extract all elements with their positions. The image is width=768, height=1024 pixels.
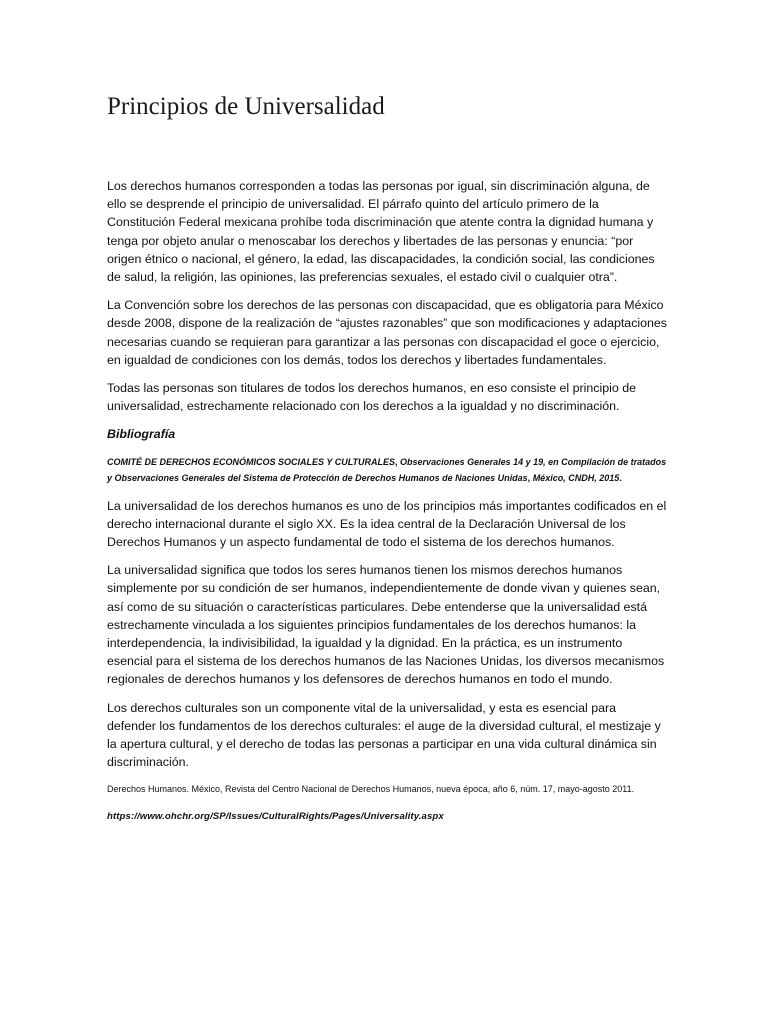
bibliography-entry	[107, 454, 667, 487]
paragraph-1: Los derechos humanos corresponden a todas las personas por igual, sin discriminación alguna, de ello se desprende el principio de universalidad. El párrafo quinto del artículo primero de la Constitución Federal mexicana prohíbe toda discriminación que atente contra la dignidad humana y tenga por objeto anular o menoscabar los derechos y libertades de las personas y enuncia: “por origen étnico o nacional, el género, la edad, las discapacidades, la condición social, las condiciones de salud, la religión, las opiniones, las preferencias sexuales, el estado civil o cualquier otra”.	[107, 179, 655, 285]
bibliography-place: México, CNDH, 2015	[530, 473, 620, 484]
paragraph-2: La Convención sobre los derechos de las personas con discapacidad, que es obligatoria para México desde 2008, dispone de la realización de “ajustes razonables” que son modificaciones y adaptaciones necesarias cuando se requieran para garantizar a las personas con discapacidad el goce o ejercicio, en igualdad de condiciones con los demás, todos los derechos y libertades fundamentales.	[107, 298, 668, 367]
source-citation: Derechos Humanos. México, Revista del Centro Nacional de Derechos Humanos, nueva época, año 6, núm. 17, mayo-agosto 2011.	[107, 784, 635, 795]
document-body	[107, 177, 667, 836]
bibliography-heading: Bibliografía	[107, 427, 176, 442]
bibliography-work: Observaciones Generales 14 y 19, en Compilación de tratados y Observaciones Generales del Sistema de Protección de Derechos Humanos de Naciones Unidas	[107, 456, 667, 484]
bibliography-separator: ,	[395, 456, 398, 467]
paragraph-6: Los derechos culturales son un componente vital de la universalidad, y esta es esencial para defender los fundamentos de los derechos culturales: el auge de la diversidad cultural, el mestizaje y la apertura cultural, y el derecho de todas las personas a participar en una vida cultural dinámica sin discriminación.	[107, 700, 661, 770]
bibliography-author: COMITÉ DE DERECHOS ECONÓMICOS SOCIALES Y CULTURALES	[107, 456, 396, 467]
bibliography-end: .	[619, 473, 622, 484]
paragraph-4: La universalidad de los derechos humanos es uno de los principios más importantes codificados en el derecho internacional durante el siglo XX. Es la idea central de la Declaración Universal de los Derechos Humanos y un aspecto fundamental de todo el sistema de los derechos humanos.	[107, 498, 667, 550]
page-title: Principios de Universalidad	[107, 93, 385, 120]
source-link[interactable]: https://www.ohchr.org/SP/Issues/CulturalRights/Pages/Universality.aspx	[107, 810, 444, 822]
bibliography-separator: ,	[527, 473, 531, 484]
paragraph-3: Todas las personas son titulares de todos los derechos humanos, en eso consiste el principio de universalidad, estrechamente relacionado con los derechos a la igualdad y no discriminación.	[107, 381, 636, 414]
paragraph-5: La universalidad significa que todos los seres humanos tienen los mismos derechos humanos simplemente por su condición de ser humanos, independientemente de donde vivan y quienes sean, así como de su situación o características particulares. Debe entenderse que la universalidad está estrechamente vinculada a los siguientes principios fundamentales de los derechos humanos: la interdependencia, la indivisibilidad, la igualdad y la dignidad. En la práctica, es un instrumento esencial para el sistema de los derechos humanos de las Naciones Unidas, los diversos mecanismos regionales de derechos humanos y los defensores de derechos humanos en todo el mundo.	[107, 563, 665, 687]
